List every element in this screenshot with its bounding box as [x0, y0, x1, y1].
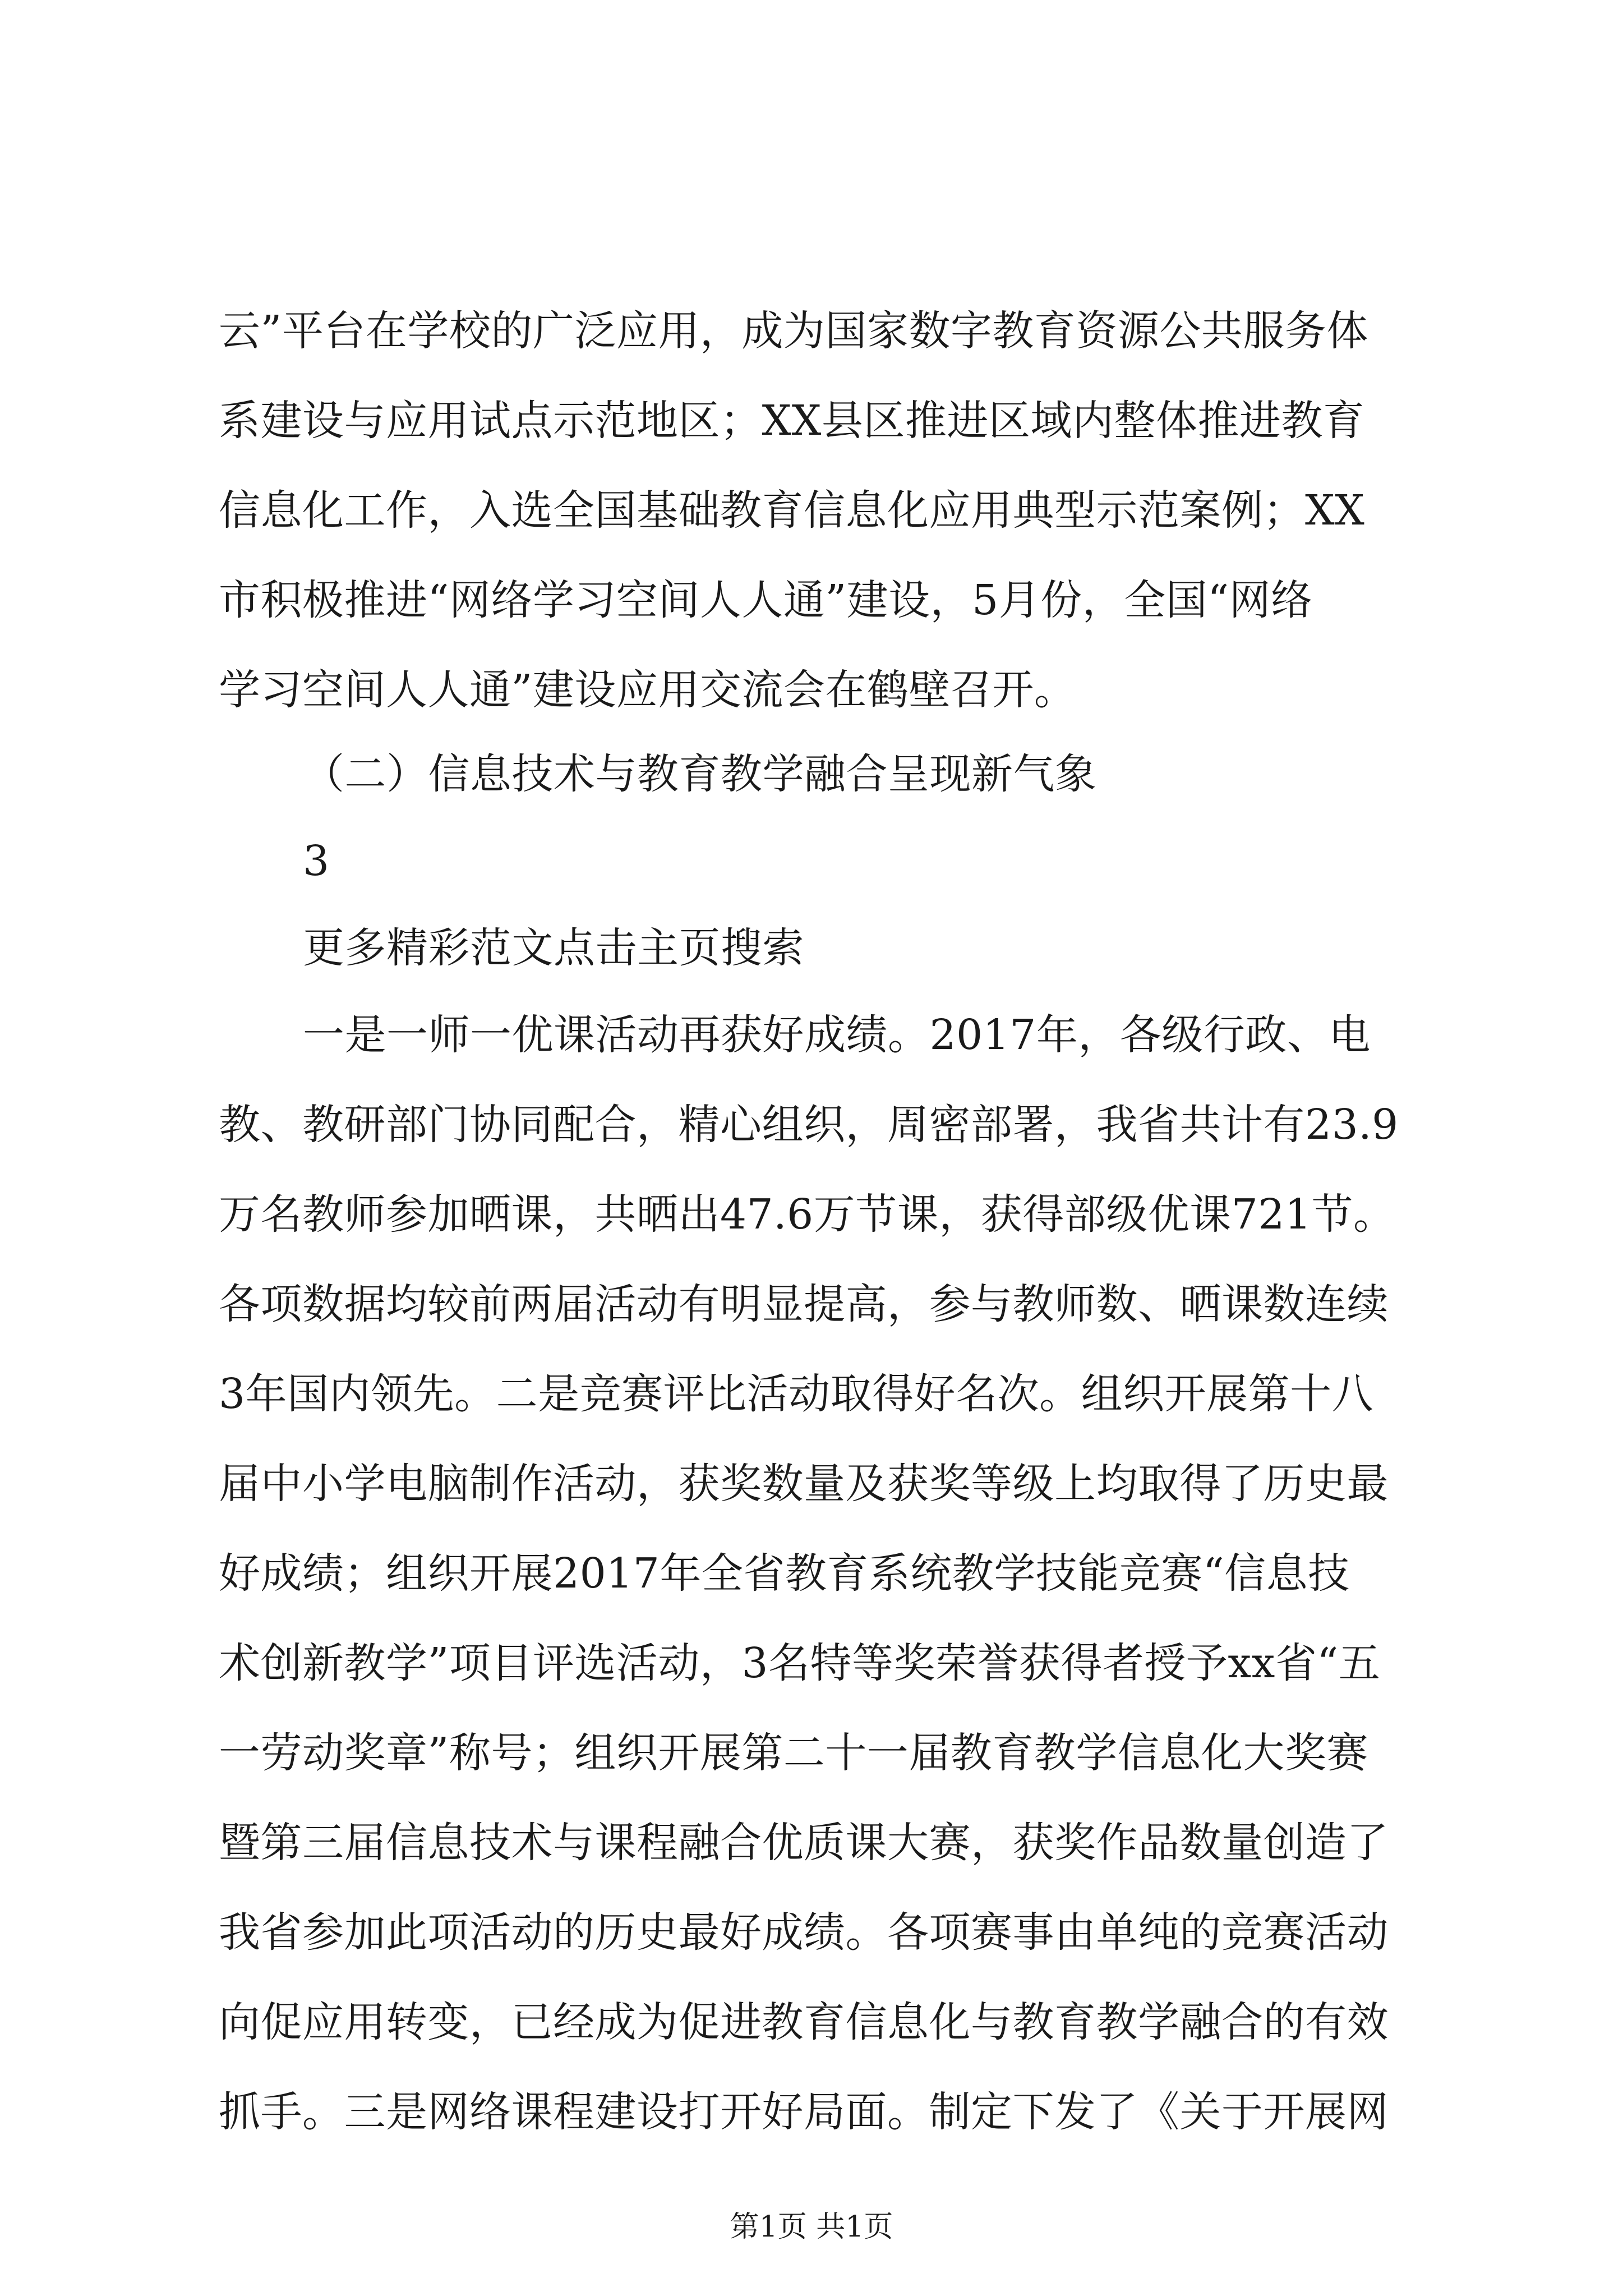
body-text-line: 一是一师一优课活动再获好成绩。2017年，各级行政、电 — [303, 1011, 1371, 1059]
section-heading: （二）信息技术与教育教学融合呈现新气象 — [303, 750, 1097, 798]
body-text-line: 届中小学电脑制作活动，获奖数量及获奖等级上均取得了历史最 — [219, 1460, 1389, 1508]
body-text-line: 学习空间人人通”建设应用交流会在鹤壁召开。 — [219, 666, 1076, 714]
body-text-line: 一劳动奖章”称号；组织开展第二十一届教育教学信息化大奖赛 — [219, 1729, 1368, 1777]
body-text-line: 向促应用转变，已经成为促进教育信息化与教育教学融合的有效 — [219, 1998, 1389, 2046]
page-footer: 第1页 共1页 — [730, 2210, 893, 2244]
body-text-line: 我省参加此项活动的历史最好成绩。各项赛事由单纯的竞赛活动 — [219, 1908, 1389, 1957]
body-text-line: 术创新教学”项目评选活动，3名特等奖荣誉获得者授予xx省“五 — [219, 1639, 1381, 1687]
body-text-line: 教、教研部门协同配合，精心组织，周密部署，我省共计有23.9 — [219, 1101, 1399, 1149]
body-text-line: 万名教师参加晒课，共晒出47.6万节课，获得部级优课721节。 — [219, 1190, 1395, 1239]
body-text-line: 云”平台在学校的广泛应用，成为国家数字教育资源公共服务体 — [219, 307, 1368, 355]
body-text-line: 市积极推进“网络学习空间人人通”建设，5月份，全国“网络 — [219, 576, 1313, 624]
body-text-line: 信息化工作，入选全国基础教育信息化应用典型示范案例；XX — [219, 486, 1365, 535]
body-text-line: 暨第三届信息技术与课程融合优质课大赛，获奖作品数量创造了 — [219, 1819, 1389, 1867]
promo-text: 更多精彩范文点击主页搜索 — [303, 924, 804, 972]
body-text-line: 3年国内领先。二是竞赛评比活动取得好名次。组织开展第十八 — [219, 1370, 1374, 1418]
body-text-line: 好成绩；组织开展2017年全省教育系统教学技能竞赛“信息技 — [219, 1549, 1350, 1598]
page-number-marker: 3 — [303, 837, 330, 885]
body-text-line: 系建设与应用试点示范地区；XX县区推进区域内整体推进教育 — [219, 397, 1365, 445]
body-text-line: 各项数据均较前两届活动有明显提高，参与教师数、晒课数连续 — [219, 1280, 1389, 1328]
body-text-line: 抓手。三是网络课程建设打开好局面。制定下发了《关于开展网 — [219, 2088, 1389, 2136]
